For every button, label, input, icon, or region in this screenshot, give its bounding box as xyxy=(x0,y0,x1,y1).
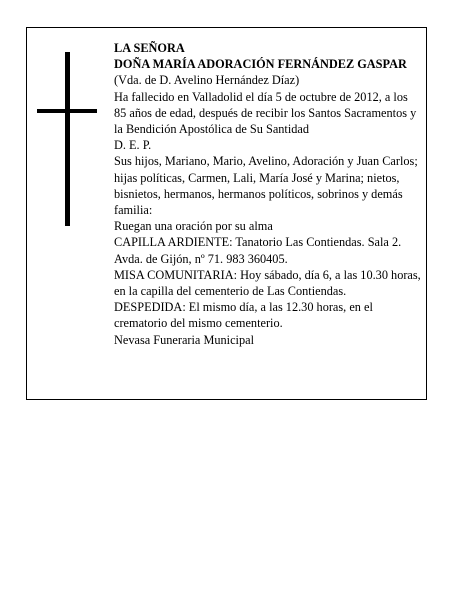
mass-info: MISA COMUNITARIA: Hoy sábado, día 6, a las 10.30 horas, en la capilla del cementerio de Las Contiendas. xyxy=(114,267,421,299)
cross-vertical-bar xyxy=(65,52,70,226)
widow-of: (Vda. de D. Avelino Hernández Díaz) xyxy=(114,73,300,88)
notice-title: LA SEÑORA xyxy=(114,41,185,55)
rip-text: D. E. P. xyxy=(114,138,152,153)
cross-icon xyxy=(37,52,97,226)
funeral-home: Nevasa Funeraria Municipal xyxy=(114,332,254,347)
cross-horizontal-bar xyxy=(37,109,97,113)
obituary-notice xyxy=(26,27,427,400)
family-list: Sus hijos, Mariano, Mario, Avelino, Adoración y Juan Carlos; hijas políticas, Carmen, Lali, María José y Marina; nietos, bisnietos, hermanos, hermanos políticos, sobrinos y demás familia: xyxy=(114,154,418,218)
chapel-info: CAPILLA ARDIENTE: Tanatorio Las Contiendas. Sala 2. Avda. de Gijón, nº 71. 983 360405. xyxy=(114,235,402,266)
notice-text xyxy=(114,40,422,348)
prayer-request: Ruegan una oración por su alma xyxy=(114,219,273,234)
farewell-info: DESPEDIDA: El mismo día, a las 12.30 horas, en el crematorio del mismo cementerio. xyxy=(114,300,373,331)
death-announcement: Ha fallecido en Valladolid el día 5 de octubre de 2012, a los 85 años de edad, después de recibir los Santos Sacramentos y la Bendición Apostólica de Su Santidad xyxy=(114,89,417,137)
deceased-name: DOÑA MARÍA ADORACIÓN FERNÁNDEZ GASPAR xyxy=(114,57,407,72)
